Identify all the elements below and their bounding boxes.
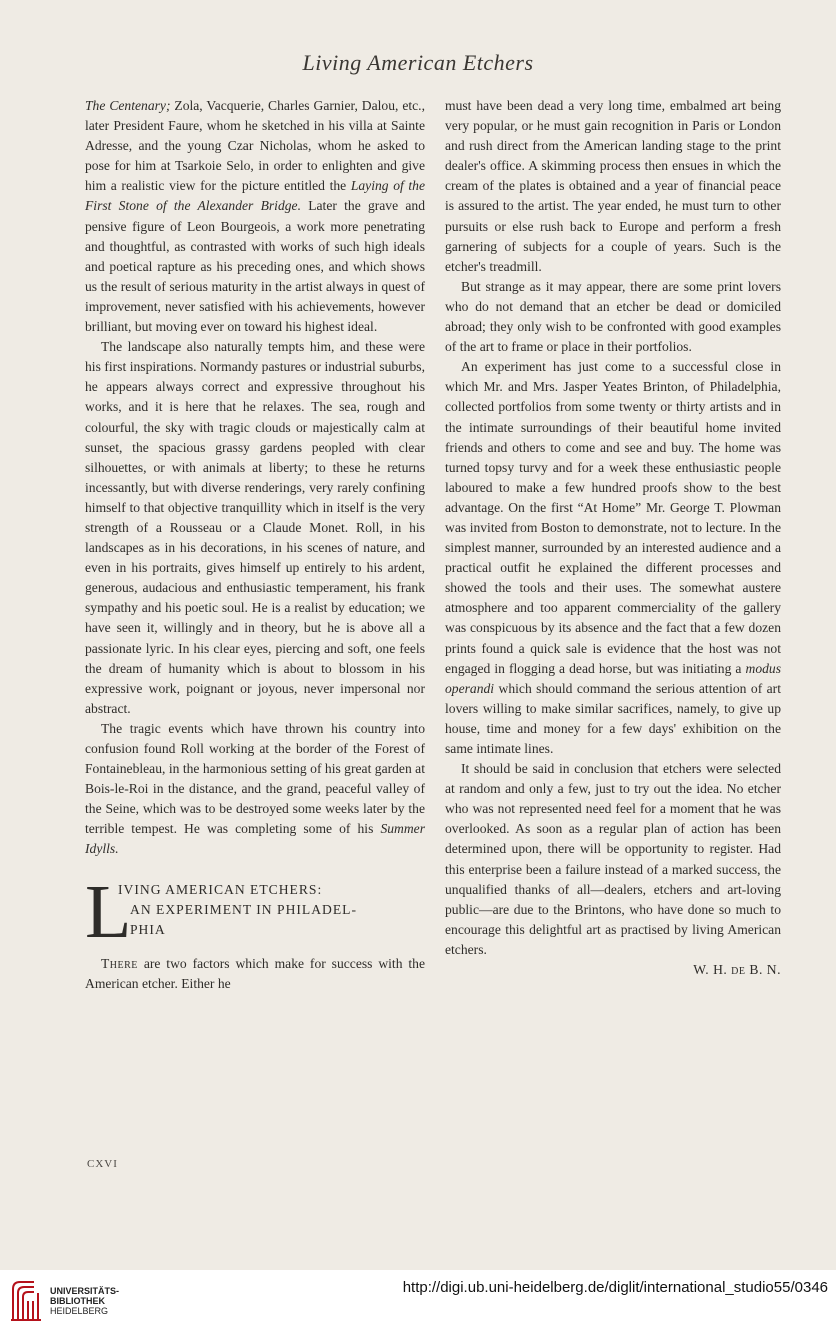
- italic-phrase: modus operandi: [445, 660, 781, 696]
- running-head-title: Living American Etchers: [302, 50, 534, 75]
- signature-line: [445, 960, 781, 980]
- lead-word: There: [101, 955, 138, 971]
- author-signature: W. H. de B. N.: [693, 962, 781, 978]
- section-heading: [85, 869, 425, 954]
- italic-title: Laying of the First Stone of the Alexander Bridge.: [85, 178, 425, 214]
- paragraph-text: The tragic events which have thrown his country into confusion found Roll working at the border of the Forest of Fontainebleau, in the harmonious setting of his great garden at Bois-le-Roi in the distance, and the grand, peaceful valley of the Seine, which was to be destroyed some weeks later by the terrible tempest. He was completing some of his: [85, 720, 425, 837]
- paragraph: [85, 954, 425, 994]
- paragraph: [445, 357, 781, 759]
- paragraph: It should be said in conclusion that etchers were selected at random and only a few, just to try out the idea. No etcher who was not represented need feel for a moment that he was overlooked. As soon as a regular plan of action has been determined upon, there will be opportunity to register. Had this enterprise been a failure instead of a marked success, the unqualified thanks of all—dealers, etchers and art-loving public—are due to the Brintons, who have done so much to encourage this delightful art as practised by living American etchers.: [445, 761, 781, 957]
- paragraph: But strange as it may appear, there are some print lovers who do not demand that an etcher be dead or domiciled abroad; they only wish to be confronted with good examples of the art to frame or place in their portfolios.: [445, 278, 781, 355]
- page-folio: CXVI: [87, 1158, 118, 1170]
- university-library-logo-icon: [10, 1279, 44, 1323]
- paragraph-text: which should command the serious attention of art lovers willing to make similar sacrifices, namely, to give up house, time and money for a few days' exhibition on the same intimate lines.: [445, 680, 781, 756]
- heading-line: IVING AMERICAN ETCHERS:: [118, 881, 323, 897]
- paragraph-text: Zola, Vacquerie, Charles Garnier, Dalou, etc., later President Faure, whom he sketched in his villa at Sainte Adresse, and the young Czar Nicholas, whom he asked to pose for him at Tsarkoie Selo, in order to enlighten and give him a realistic view for the picture entitled the: [85, 98, 425, 194]
- paragraph: must have been dead a very long time, embalmed art being very popular, or he must gain recognition in Paris or London and rush direct from the American landing stage to the print dealer's office. A skimming process then ensues in which the cream of the plates is obtained and a year of financial peace is assured to the artist. The year ended, he must turn to other pursuits or else rush back to Europe and perform a fresh garnering of subjects for a couple of years. Such is the etcher's treadmill.: [445, 98, 781, 274]
- right-column: [445, 96, 781, 980]
- italic-title: Summer Idylls.: [85, 821, 425, 857]
- paragraph: [85, 96, 425, 337]
- library-name-line: BIBLIOTHEK: [50, 1296, 105, 1306]
- digitization-footer: [0, 1270, 836, 1331]
- heading-line: AN EXPERIMENT IN PHILADEL-: [130, 901, 357, 917]
- digitization-url-link[interactable]: http://digi.ub.uni-heidelberg.de/diglit/international_studio55/0346: [402, 1279, 828, 1296]
- paragraph: [85, 719, 425, 860]
- library-name-line: HEIDELBERG: [50, 1306, 109, 1316]
- drop-cap: L: [85, 869, 132, 954]
- section-heading-text: [85, 880, 425, 940]
- paragraph-text: Later the grave and pensive figure of Leon Bourgeois, a work more penetrating and thoughtful, as contrasted with works of such high ideals and poetical rapture as his preceding ones, and which shows us the result of serious maturity in the artist always in quest of improvement, never satisfied with his achievements, however brilliant, but moving ever on toward his highest ideal.: [85, 198, 425, 335]
- left-column: [85, 96, 425, 994]
- paragraph: The landscape also naturally tempts him, and these were his first inspirations. Normandy pastures or industrial suburbs, he appears always correct and expressive throughout his works, and it is here that he relaxes. The sea, rough and colourful, the sky with tragic clouds or majestically calm at sunset, the spacious grassy gardens peopled with clear silhouettes, or with animals at liberty; to these he returns incessantly, but with diverse renderings, very rarely confining himself to that objective tranquillity which in itself is the very strength of a Rousseau or a Claude Monet. Roll, in his landscapes as in his decorations, in his scenes of nature, and even in his portraits, gives himself up entirely to his ardent, generous, audacious and enthusiastic temperament, his frank sympathy and his poetic soul. He is a realist by education; we have seen it, willingly and in theory, but he is above all a passionate lyric. In his clear eyes, piercing and soft, one feels the dream of humanity which is about to blossom in his expressive work, poignant or joyous, never impersonal nor abstract.: [85, 339, 425, 716]
- library-name: [50, 1286, 119, 1316]
- library-name-line: UNIVERSITÄTS-: [50, 1286, 120, 1296]
- paragraph-text: are two factors which make for success with the American etcher. Either he: [85, 955, 425, 991]
- heading-line: PHIA: [130, 921, 166, 937]
- italic-title: The Centenary;: [85, 98, 171, 113]
- paragraph-text: An experiment has just come to a successful close in which Mr. and Mrs. Jasper Yeates Brinton, of Philadelphia, collected portfolios from some twenty or thirty artists and in the intimate surroundings of their beautiful home invited friends and others to come and see and buy. The home was turned topsy turvy and for a week these enthusiastic people laboured to make a few hundred proofs show to the best advantage. On the first “At Home” Mr. George T. Plowman was invited from Boston to demonstrate, not to lecture. In the simplest manner, surrounded by an interested audience and a practical outfit he explained the different processes and showed the tools and their uses. The somewhat austere atmosphere and too apparent commerciality of the gallery was conspicuous by its absence and the fact that a few dozen prints found a quick sale is evidence that the host was not engaged in flogging a dead horse, but was initiating a: [445, 359, 781, 676]
